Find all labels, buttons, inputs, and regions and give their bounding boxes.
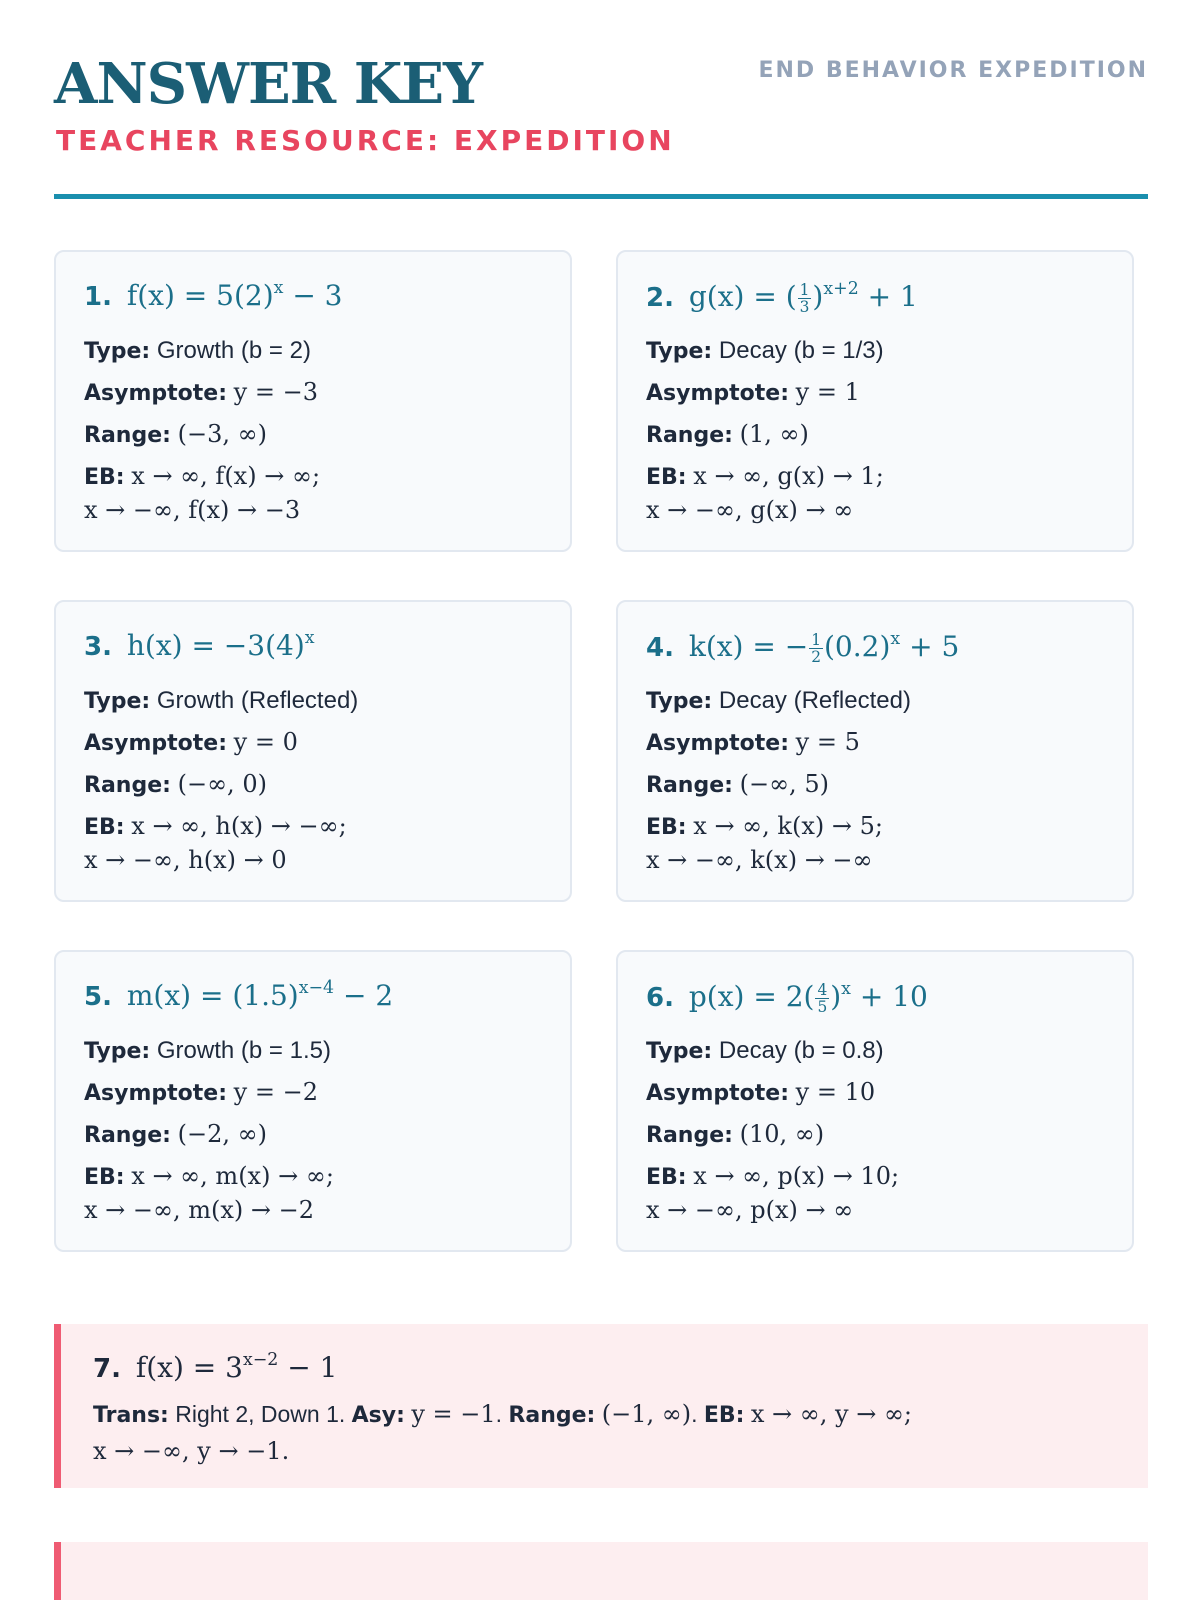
eb-right: x → ∞, f(x) → ∞; xyxy=(131,462,321,490)
problem-card-6 xyxy=(616,950,1134,1252)
problem-number: 6. xyxy=(646,983,674,1014)
problem-heading xyxy=(93,1349,1118,1392)
problem-heading xyxy=(84,627,542,672)
range-value: (−2, ∞) xyxy=(177,1120,267,1148)
equation-lhs: m(x) = (1.5) xyxy=(126,979,299,1012)
equation-exponent: x xyxy=(304,627,315,648)
asymptote-value: y = −2 xyxy=(233,1078,318,1106)
problem-number: 1. xyxy=(84,282,112,312)
eb-left: x → −∞, p(x) → ∞ xyxy=(646,1196,854,1224)
type-label: Type: xyxy=(646,689,713,714)
type-line xyxy=(646,339,1104,363)
equation-fraction xyxy=(815,982,829,1015)
type-line xyxy=(84,1039,542,1063)
asymptote-value: y = 10 xyxy=(795,1078,876,1106)
header-divider xyxy=(54,194,1148,199)
problem-heading xyxy=(646,629,1104,672)
page-title: ANSWER KEY xyxy=(54,51,483,117)
equation-tail: − 3 xyxy=(283,279,343,312)
asymptote-line xyxy=(646,730,1104,755)
fraction-numerator: 1 xyxy=(799,281,810,299)
asymptote-label: Asymptote: xyxy=(84,1081,227,1106)
eb-label: EB: xyxy=(84,1165,125,1190)
problem-number: 7. xyxy=(93,1354,121,1384)
fraction-numerator: 4 xyxy=(817,981,828,999)
problem-number: 2. xyxy=(646,283,674,314)
type-line xyxy=(84,689,542,713)
trans-value: Right 2, Down 1. xyxy=(168,1401,352,1427)
asymptote-line xyxy=(84,730,542,755)
asymptote-line xyxy=(646,1080,1104,1105)
equation-lhs: p(x) = 2( xyxy=(688,980,815,1014)
type-value: Growth (b = 2) xyxy=(156,337,311,364)
asymptote-value: y = −3 xyxy=(233,378,318,406)
eb-line xyxy=(84,464,542,489)
asymptote-line xyxy=(84,1080,542,1105)
type-label: Type: xyxy=(84,1039,151,1064)
asy-label: Asy: xyxy=(351,1403,405,1428)
eb-left: x → −∞, m(x) → −2 xyxy=(84,1196,315,1224)
range-line xyxy=(646,1122,1104,1147)
equation-lhs: f(x) = 5(2) xyxy=(126,279,274,312)
equation-close: ) xyxy=(830,980,842,1014)
type-line xyxy=(646,1039,1104,1063)
problem-card-4 xyxy=(616,600,1134,902)
equation-tail: + 5 xyxy=(900,630,960,664)
type-line xyxy=(84,339,542,363)
type-label: Type: xyxy=(84,339,151,364)
asymptote-value: y = 1 xyxy=(795,378,860,406)
range-line xyxy=(84,422,542,447)
range-line xyxy=(84,772,542,797)
eb-right: x → ∞, g(x) → 1; xyxy=(693,462,884,490)
equation-fraction xyxy=(798,282,812,315)
equation-exponent: x xyxy=(890,629,901,650)
equation-tail: + 10 xyxy=(850,980,928,1014)
asymptote-label: Asymptote: xyxy=(84,381,227,406)
summary-line-continued xyxy=(93,1439,1118,1463)
range-value: (−1, ∞) xyxy=(601,1400,692,1428)
problem-heading xyxy=(84,977,542,1022)
equation-fraction xyxy=(809,632,823,665)
problem-number: 4. xyxy=(646,633,674,664)
separator: . xyxy=(691,1401,704,1427)
asy-value: y = −1 xyxy=(411,1400,496,1428)
range-value: (−∞, 0) xyxy=(177,770,267,798)
range-label: Range: xyxy=(84,773,171,798)
eb-label: EB: xyxy=(646,1165,687,1190)
equation-exponent: x+2 xyxy=(823,279,859,300)
range-line xyxy=(646,422,1104,447)
problem-heading xyxy=(84,277,542,322)
eb-label: EB: xyxy=(646,815,687,840)
fraction-numerator: 1 xyxy=(811,631,821,649)
eb-right: x → ∞, m(x) → ∞; xyxy=(131,1162,334,1190)
problem-number: 5. xyxy=(84,982,112,1012)
asymptote-value: y = 0 xyxy=(233,728,298,756)
range-label: Range: xyxy=(646,423,733,448)
type-value: Decay (Reflected) xyxy=(718,687,911,714)
eb-line-continued xyxy=(646,848,1104,873)
eb-left: x → −∞, y → −1. xyxy=(93,1437,290,1465)
eb-left: x → −∞, g(x) → ∞ xyxy=(646,496,854,524)
equation-exponent: x−2 xyxy=(242,1349,279,1370)
problem-card-5 xyxy=(54,950,572,1252)
eb-line-continued xyxy=(84,1198,542,1223)
eb-right: x → ∞, h(x) → −∞; xyxy=(131,812,347,840)
type-label: Type: xyxy=(84,689,151,714)
range-line xyxy=(84,1122,542,1147)
equation-tail: − 2 xyxy=(334,979,394,1012)
fraction-denominator: 5 xyxy=(817,998,828,1017)
type-label: Type: xyxy=(646,339,713,364)
asymptote-label: Asymptote: xyxy=(84,731,227,756)
eb-label: EB: xyxy=(84,465,125,490)
type-value: Growth (Reflected) xyxy=(156,687,359,714)
range-value: (−3, ∞) xyxy=(177,420,267,448)
eb-line xyxy=(646,1164,1104,1189)
eb-right: x → ∞, p(x) → 10; xyxy=(693,1162,900,1190)
equation-close: ) xyxy=(812,280,824,314)
problem-heading xyxy=(646,279,1104,322)
eb-line xyxy=(646,814,1104,839)
range-label: Range: xyxy=(508,1403,596,1428)
eb-line xyxy=(84,1164,542,1189)
eb-left: x → −∞, f(x) → −3 xyxy=(84,496,301,524)
equation-base: (0.2) xyxy=(824,630,891,664)
problem-card-2 xyxy=(616,250,1134,552)
asymptote-value: y = 5 xyxy=(795,728,860,756)
problem-card-3 xyxy=(54,600,572,902)
problem-heading xyxy=(646,979,1104,1022)
asymptote-label: Asymptote: xyxy=(646,731,789,756)
problem-card-1 xyxy=(54,250,572,552)
range-value: (10, ∞) xyxy=(739,1120,825,1148)
problem-card-7 xyxy=(54,1324,1148,1488)
eb-line-continued xyxy=(84,848,542,873)
eb-line xyxy=(646,464,1104,489)
asymptote-line xyxy=(646,380,1104,405)
trans-label: Trans: xyxy=(93,1403,169,1428)
equation-exponent: x−4 xyxy=(298,977,335,998)
eb-label: EB: xyxy=(646,465,687,490)
equation-lhs: g(x) = ( xyxy=(688,280,797,314)
type-line xyxy=(646,689,1104,713)
range-label: Range: xyxy=(84,423,171,448)
range-label: Range: xyxy=(646,1123,733,1148)
eb-line xyxy=(84,814,542,839)
range-label: Range: xyxy=(646,773,733,798)
header-tag: END BEHAVIOR EXPEDITION xyxy=(758,58,1148,83)
equation-exponent: x xyxy=(273,277,284,298)
eb-right: x → ∞, y → ∞; xyxy=(750,1400,913,1428)
equation-tail: + 1 xyxy=(858,280,918,314)
equation-lhs: h(x) = −3(4) xyxy=(126,629,305,662)
fraction-denominator: 3 xyxy=(799,298,810,317)
asymptote-label: Asymptote: xyxy=(646,1081,789,1106)
problem-number: 3. xyxy=(84,632,112,662)
summary-line xyxy=(93,1402,1118,1427)
eb-left: x → −∞, h(x) → 0 xyxy=(84,846,287,874)
range-label: Range: xyxy=(84,1123,171,1148)
range-value: (−∞, 5) xyxy=(739,770,829,798)
type-value: Decay (b = 1/3) xyxy=(718,337,884,364)
equation-lhs: f(x) = 3 xyxy=(135,1351,243,1384)
equation-exponent: x xyxy=(841,979,851,1000)
asymptote-label: Asymptote: xyxy=(646,381,789,406)
equation-tail: − 1 xyxy=(278,1351,338,1384)
type-value: Decay (b = 0.8) xyxy=(718,1037,884,1064)
type-value: Growth (b = 1.5) xyxy=(156,1037,331,1064)
eb-right: x → ∞, k(x) → 5; xyxy=(693,812,883,840)
range-value: (1, ∞) xyxy=(739,420,809,448)
eb-label: EB: xyxy=(84,815,125,840)
equation-lhs: k(x) = − xyxy=(688,630,809,664)
eb-line-continued xyxy=(646,1198,1104,1223)
separator: . xyxy=(495,1401,509,1427)
type-label: Type: xyxy=(646,1039,713,1064)
eb-label: EB: xyxy=(703,1403,745,1428)
eb-line-continued xyxy=(646,498,1104,523)
fraction-denominator: 2 xyxy=(811,648,821,667)
problem-card-8 xyxy=(54,1542,1148,1600)
eb-left: x → −∞, k(x) → −∞ xyxy=(646,846,873,874)
page-subtitle: TEACHER RESOURCE: EXPEDITION xyxy=(56,124,675,157)
eb-line-continued xyxy=(84,498,542,523)
range-line xyxy=(646,772,1104,797)
page-header xyxy=(54,52,1148,202)
asymptote-line xyxy=(84,380,542,405)
